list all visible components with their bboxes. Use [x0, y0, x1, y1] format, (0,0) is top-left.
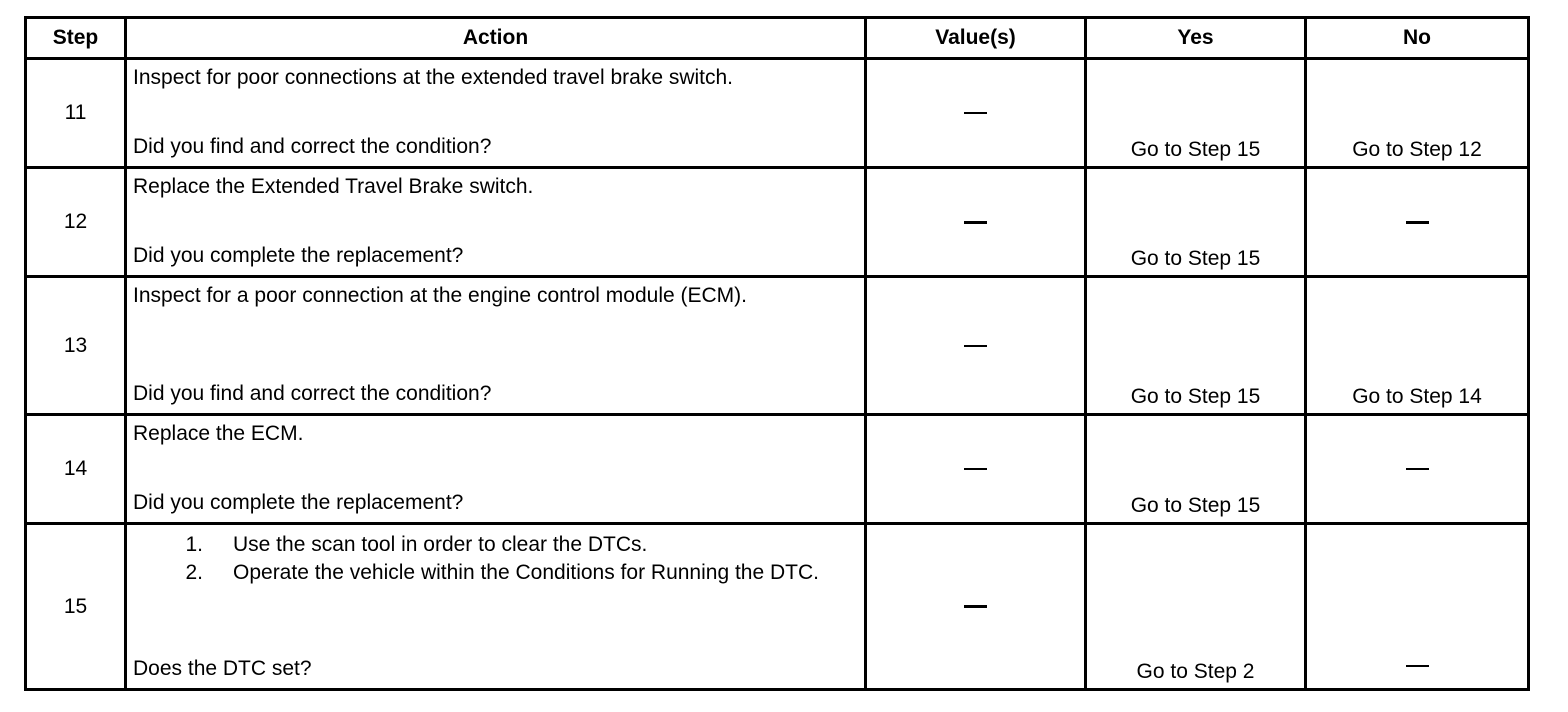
action-cell	[126, 277, 866, 415]
action-text: Replace the ECM.	[133, 422, 304, 445]
action-question: Did you find and correct the condition?	[133, 382, 492, 405]
yes-cell: Go to Step 15	[1086, 59, 1306, 168]
substep-number: 1.	[185, 533, 203, 556]
header-row	[26, 18, 1529, 59]
value-cell	[866, 277, 1086, 415]
action-text: Replace the Extended Travel Brake switch.	[133, 175, 534, 198]
table-row	[26, 168, 1529, 277]
action-text: Inspect for a poor connection at the engine control module (ECM).	[133, 284, 748, 307]
substep-text: Use the scan tool in order to clear the DTCs.	[233, 533, 648, 556]
header-yes: Yes	[1086, 18, 1306, 59]
no-cell	[1306, 168, 1529, 277]
dash-icon	[1406, 468, 1429, 470]
yes-cell: Go to Step 15	[1086, 277, 1306, 415]
substep-list	[133, 525, 858, 587]
value-cell	[866, 168, 1086, 277]
dash-icon	[964, 468, 987, 470]
header-values: Value(s)	[866, 18, 1086, 59]
action-text: Inspect for poor connections at the extended travel brake switch.	[133, 66, 734, 89]
header-action: Action	[126, 18, 866, 59]
dash-icon	[964, 345, 987, 347]
yes-cell: Go to Step 15	[1086, 415, 1306, 524]
action-question: Does the DTC set?	[133, 657, 312, 680]
step-number: 12	[26, 168, 126, 277]
no-cell	[1306, 524, 1529, 690]
dash-icon	[964, 221, 987, 224]
table-row	[26, 524, 1529, 690]
action-cell	[126, 415, 866, 524]
dash-icon	[1406, 221, 1429, 224]
no-cell: Go to Step 14	[1306, 277, 1529, 415]
yes-cell: Go to Step 2	[1086, 524, 1306, 690]
substep-item	[133, 559, 858, 587]
table-row	[26, 415, 1529, 524]
action-cell	[126, 168, 866, 277]
diagnostic-table	[24, 16, 1530, 691]
substep-number: 2.	[185, 561, 203, 584]
dash-icon	[1406, 665, 1429, 667]
value-cell	[866, 524, 1086, 690]
step-number: 11	[26, 59, 126, 168]
action-question: Did you complete the replacement?	[133, 491, 464, 514]
action-question: Did you find and correct the condition?	[133, 135, 492, 158]
dash-icon	[964, 605, 987, 608]
step-number: 14	[26, 415, 126, 524]
no-cell	[1306, 415, 1529, 524]
action-question: Did you complete the replacement?	[133, 244, 464, 267]
substep-text: Operate the vehicle within the Conditions for Running the DTC.	[233, 561, 819, 584]
table-row	[26, 277, 1529, 415]
step-number: 13	[26, 277, 126, 415]
yes-cell: Go to Step 15	[1086, 168, 1306, 277]
no-cell: Go to Step 12	[1306, 59, 1529, 168]
value-cell	[866, 59, 1086, 168]
header-no: No	[1306, 18, 1529, 59]
value-cell	[866, 415, 1086, 524]
header-step: Step	[26, 18, 126, 59]
action-cell	[126, 524, 866, 690]
table-row	[26, 59, 1529, 168]
action-cell	[126, 59, 866, 168]
substep-item	[133, 531, 858, 559]
dash-icon	[964, 112, 987, 114]
step-number: 15	[26, 524, 126, 690]
